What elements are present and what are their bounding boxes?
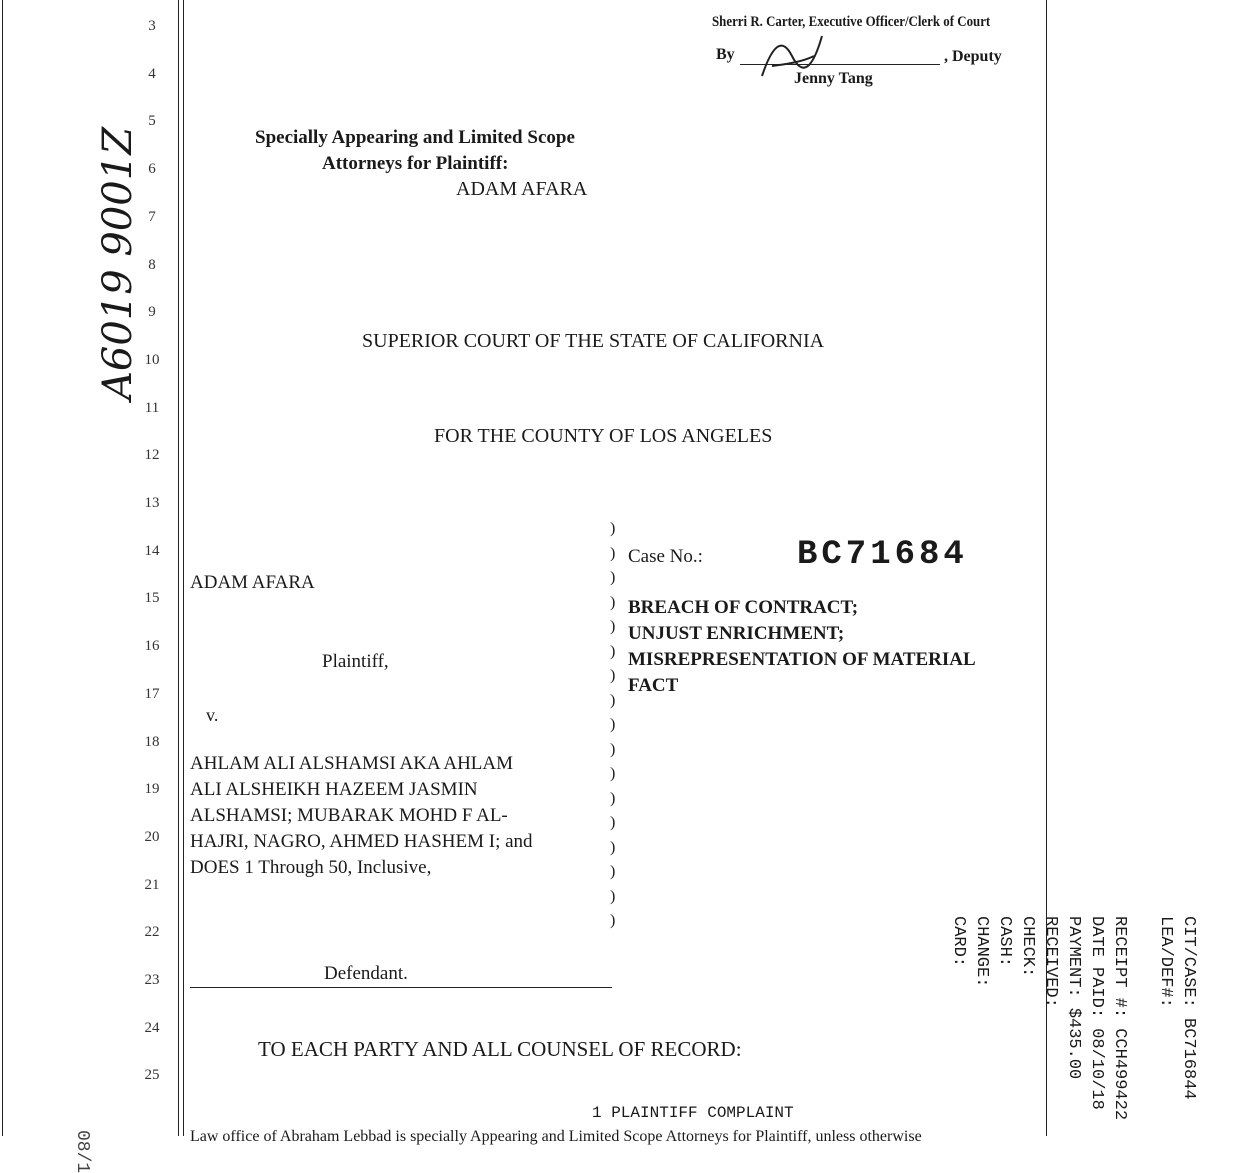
caption-paren: ) xyxy=(610,618,616,635)
line-number: 8 xyxy=(148,256,156,273)
page-footer: 1 PLAINTIFF COMPLAINT xyxy=(592,1104,794,1122)
caption-paren: ) xyxy=(610,520,616,537)
line-number: 18 xyxy=(144,733,160,750)
defendant-name-line: AHLAM ALI ALSHAMSI AKA AHLAM xyxy=(190,753,514,774)
attorney-line-1: Specially Appearing and Limited Scope xyxy=(255,127,575,148)
line-number: 12 xyxy=(144,447,160,464)
line-number: 9 xyxy=(148,304,156,321)
receipt-line: CHANGE: xyxy=(972,916,991,988)
caption-paren: ) xyxy=(610,716,616,733)
line-number: 11 xyxy=(144,399,160,416)
edge-stamp-fragment: 08/1 xyxy=(72,1130,92,1173)
line-number: 14 xyxy=(144,542,160,559)
line-number: 5 xyxy=(148,113,156,130)
caption-paren: ) xyxy=(610,544,616,562)
court-county: FOR THE COUNTY OF LOS ANGELES xyxy=(434,425,773,447)
caption-paren: ) xyxy=(610,569,616,586)
caption-paren: ) xyxy=(610,667,616,684)
defendant-name-line: ALI ALSHEIKH HAZEEM JASMIN xyxy=(190,779,478,800)
line-number: 24 xyxy=(144,1019,160,1036)
line-number: 3 xyxy=(148,18,156,34)
defendant-name-line: HAJRI, NAGRO, AHMED HASHEM I; and xyxy=(190,831,533,852)
line-number: 10 xyxy=(144,351,160,368)
attorney-line-2: Attorneys for Plaintiff: xyxy=(322,153,509,174)
caption-paren: ) xyxy=(610,740,616,758)
cause-of-action: FACT xyxy=(628,675,679,696)
cause-of-action: UNJUST ENRICHMENT; xyxy=(628,623,845,644)
receipt-line: CARD: xyxy=(949,916,968,968)
defendant-name-line: ALSHAMSI; MUBARAK MOHD F AL- xyxy=(190,805,508,826)
line-number: 17 xyxy=(144,685,160,702)
line-number: 7 xyxy=(148,208,156,225)
caption-paren: ) xyxy=(610,912,616,929)
notice-line: TO EACH PARTY AND ALL COUNSEL OF RECORD: xyxy=(258,1037,742,1061)
line-number: 23 xyxy=(144,972,160,988)
clerk-deputy-name: Jenny Tang xyxy=(794,70,873,87)
receipt-line: RECEIPT #: CCH499422 xyxy=(1110,916,1129,1121)
caption-paren: ) xyxy=(610,863,616,880)
line-number: 20 xyxy=(144,828,160,845)
caption-paren: ) xyxy=(610,691,616,709)
line-number: 13 xyxy=(144,495,160,511)
attorney-client: ADAM AFARA xyxy=(456,178,588,200)
case-number-stamp: BC71684 xyxy=(797,536,968,574)
cause-of-action: MISREPRESENTATION OF MATERIAL xyxy=(628,649,976,670)
page-edge-line xyxy=(2,0,3,1136)
receipt-line: PAYMENT: $435.00 xyxy=(1064,916,1083,1080)
line-number: 16 xyxy=(144,638,160,655)
line-number: 15 xyxy=(144,590,160,607)
line-number: 22 xyxy=(144,924,160,941)
line-number: 21 xyxy=(144,876,160,893)
caption-paren: ) xyxy=(610,642,616,660)
receipt-line: CIT/CASE: BC716844 xyxy=(1179,916,1198,1100)
receipt-line: CHECK: xyxy=(1018,916,1037,978)
line-number: 19 xyxy=(144,781,160,798)
margin-rule-left-double xyxy=(183,0,184,1136)
receipt-line: CASH: xyxy=(995,916,1014,968)
versus-label: v. xyxy=(206,705,219,725)
plaintiff-name: ADAM AFARA xyxy=(190,572,315,593)
line-number: 6 xyxy=(148,161,156,178)
court-name: SUPERIOR COURT OF THE STATE OF CALIFORNIA xyxy=(362,330,825,352)
caption-bottom-rule xyxy=(190,987,612,988)
clerk-name-line: Sherri R. Carter, Executive Officer/Clerk of Court xyxy=(712,14,991,30)
receipt-line: RECEIVED: xyxy=(1041,916,1060,1008)
defendant-name-line: DOES 1 Through 50, Inclusive, xyxy=(190,857,432,878)
caption-paren: ) xyxy=(610,789,616,807)
receipt-line: LEA/DEF#: xyxy=(1156,916,1175,1008)
case-no-label: Case No.: xyxy=(628,546,703,567)
caption-paren: ) xyxy=(610,814,616,831)
caption-paren: ) xyxy=(610,838,616,856)
line-number: 4 xyxy=(148,65,156,82)
defendant-label: Defendant. xyxy=(324,963,408,984)
bottom-partial-text: Law office of Abraham Lebbad is specially Appearing and Limited Scope Attorneys for Plaintiff, unless otherwise xyxy=(190,1128,922,1145)
cause-of-action: BREACH OF CONTRACT; xyxy=(628,597,859,618)
receipt-line: DATE PAID: 08/10/18 xyxy=(1087,916,1106,1110)
handwritten-margin-note: A6019 9001Z xyxy=(95,127,141,400)
caption-paren: ) xyxy=(610,887,616,905)
line-number: 25 xyxy=(144,1067,160,1084)
plaintiff-label: Plaintiff, xyxy=(322,651,389,672)
caption-paren: ) xyxy=(610,593,616,611)
margin-rule-left xyxy=(178,0,179,1136)
clerk-by-label: By xyxy=(716,46,735,63)
clerk-deputy-label: , Deputy xyxy=(944,48,1002,65)
caption-paren: ) xyxy=(610,765,616,782)
